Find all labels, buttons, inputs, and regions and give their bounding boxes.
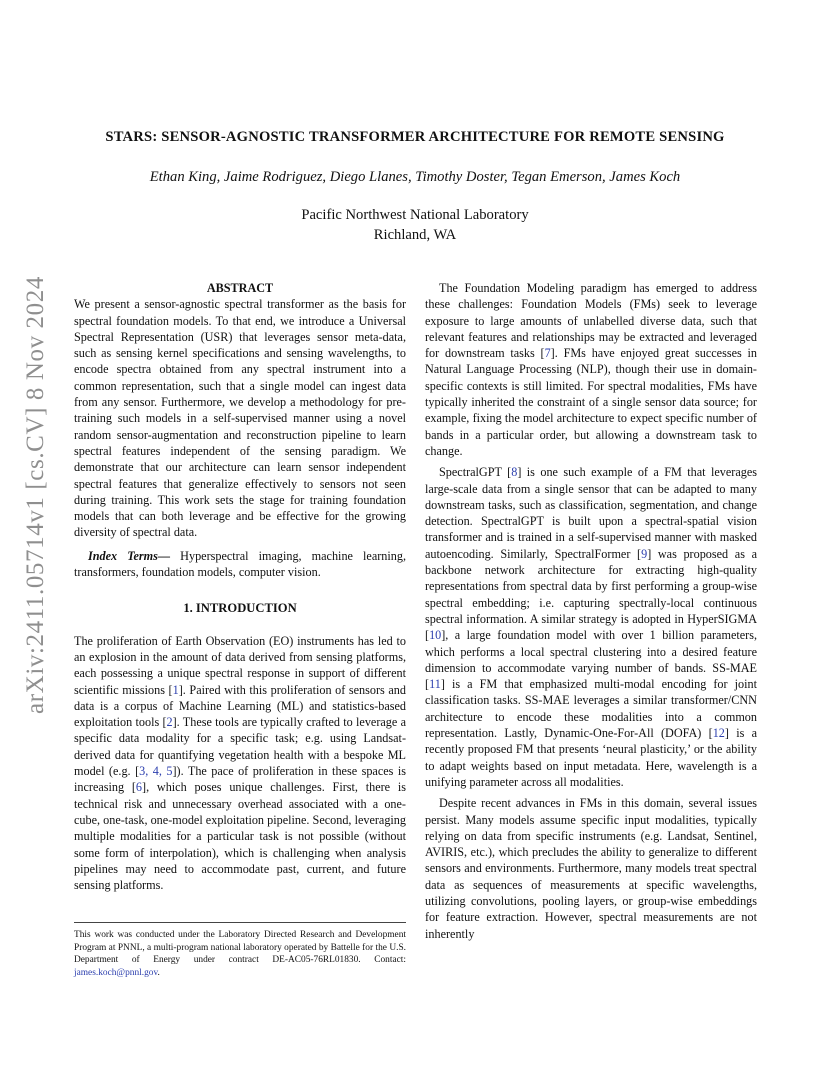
body-text-run: ] is a recently proposed FM that presents ‘neural plasticity,’ or the ability to adapt weights based on input metadata. Here, wavelength is a unifying parameter across all modalities. (425, 726, 757, 789)
intro-text-run: The proliferation of Earth Observation (EO) instruments has led to an explosion in the amount of data derived from sensing platforms, each possessing a unique spectral response in support of different scientific missions [ (74, 633, 406, 697)
affiliation-institution: Pacific Northwest National Laboratory (301, 207, 529, 223)
index-terms (74, 548, 406, 581)
body-text-run: ], a large foundation model with over 1 billion parameters, which performs a local spectral clustering into a desired feature dimension to accommodate varying number of bands. SS-MAE [ (425, 628, 757, 692)
abstract-text: We present a sensor-agnostic spectral transformer as the basis for spectral foundation models. To that end, we introduce a Universal Spectral Representation (USR) that leverages sensor meta-data, such as sensing kernel specifications and sensing wavelengths, to encode spectra obtained from any spectral instrument into a common representation, such that a single model can ingest data from any sensor. Furthermore, we develop a methodology for pre-training such models in a self-supervised manner using a novel random sensor-augmentation and reconstruction pipeline to learn spectral features independent of the sensing paradigm. We demonstrate that our architecture can learn sensor independent spectral features that generalize effectively to sensors not seen during training. This work sets the stage for training foundation models that can both leverage and be effective for the growing diversity of spectral data. (74, 297, 406, 540)
abstract-heading: ABSTRACT (206, 281, 274, 295)
footnote-end: . (157, 967, 160, 978)
citation-link[interactable]: 12 (712, 726, 725, 741)
citation-link[interactable]: 2 (166, 715, 173, 730)
contact-email-link[interactable]: james.koch@pnnl.gov (74, 967, 158, 978)
right-paragraph-3: Despite recent advances in FMs in this domain, several issues persist. Many models assume specific input modalities, typically relying on data from specific instruments (e.g. Landsat, Sentinel, AVIRIS, etc.), which precludes the ability to generalize to different sensors and environments. Furthermore, many models treat spectral data as sequences of measurements at specific wavelengths, utilizing convolutions, pooling layers, or group-wise embeddings for feature extraction. However, spectral measurements are not inherently (425, 796, 757, 941)
citation-link[interactable]: 9 (641, 546, 648, 561)
index-terms-text: Hyperspectral imaging, machine learning, transformers, foundation models, computer vision. (74, 548, 406, 580)
body-text-run: The Foundation Modeling paradigm has emerged to address these challenges: Foundation Models (FMs) seek to leverage exposure to large amounts of unlabelled diverse data, such that relevant features and relationships may be extracted and leveraged for downstream tasks [ (425, 281, 757, 361)
citation-link[interactable]: 8 (511, 465, 518, 480)
body-text-run: ] is a FM that emphasized multi-modal encoding for joint classification tasks. SS-MAE leverages a similar transformer/CNN architecture to encode these modalities into a common representation. Lastly, Dynamic-One-For-All (DOFA) [ (425, 677, 757, 741)
right-paragraph-2 (425, 464, 757, 790)
body-text-run: SpectralGPT [ (439, 465, 512, 480)
right-paragraph-1 (425, 280, 757, 459)
intro-text-run: ], which poses unique challenges. First, there is technical risk and unnecessary overhead associated with a one-cube, one-task, one-model exploitation pipeline. Second, leveraging multiple modalities for a particular task is not possible (without some form of interpolation), which is challenging when analysis pipelines may need to accommodate past, current, and future sensing platforms. (74, 780, 406, 893)
section-heading-introduction: 1. INTRODUCTION (183, 601, 297, 616)
arxiv-identifier-stamp (20, 276, 52, 714)
citation-link[interactable]: 7 (544, 346, 551, 361)
body-text-run: ] was proposed as a backbone network architecture for extracting high-quality representations from spectral data by first performing a group-wise spectral embedding; i.e. capturing spectrally-local continuous spectral information. A similar strategy is adopted in HyperSIGMA [ (425, 546, 757, 643)
citation-link[interactable]: 6 (135, 780, 143, 795)
footnote-text: This work was conducted under the Laboratory Directed Research and Development Program at PNNL, a multi-program national laboratory operated by Battelle for the U.S. Department of Energy under contract DE-AC05-76RL01830. Contact: (74, 930, 406, 966)
body-text-run: ] is one such example of a FM that leverages large-scale data from a single sensor that can be adapted to many downstream tasks, such as classification, segmentation, and change detection. SpectralGPT is built upon a spectral-spatial vision transformer and is trained in a self-supervised manner with masked autoencoding. Similarly, SpectralFormer [ (425, 465, 757, 561)
intro-paragraph (74, 633, 406, 894)
author-list: Ethan King, Jaime Rodriguez, Diego Llanes, Timothy Doster, Tegan Emerson, James Koch (149, 169, 681, 185)
citation-link[interactable]: 1 (172, 682, 179, 697)
intro-text-run: ]. Paired with this proliferation of sensors and data is a corpus of Machine Learning (ML) and statistics-based exploitation tools [ (74, 682, 406, 730)
arxiv-identifier-text: arXiv:2411.05714v1 [cs.CV] 8 Nov 2024 (22, 276, 49, 714)
intro-text-run: ]). The pace of proliferation in these spaces is increasing [ (74, 764, 406, 795)
body-text-run: ]. FMs have enjoyed great successes in Natural Language Processing (NLP), though their use in domain-specific contexts is still limited. For spectral modalities, FMs have typically inherited the constraint of a single sensor data source; for example, fixing the model architecture to expect specific number of bands in a particular order, but allowing a downstream task to change. (425, 346, 757, 458)
citation-link[interactable]: 3, 4, 5 (139, 764, 173, 779)
affiliation-location: Richland, WA (373, 227, 457, 243)
paper-title: STARS: SENSOR-AGNOSTIC TRANSFORMER ARCHITECTURE FOR REMOTE SENSING (105, 129, 725, 145)
footnote (74, 922, 406, 979)
citation-link[interactable]: 11 (429, 677, 441, 692)
index-terms-label: Index Terms— (88, 548, 171, 563)
right-column (425, 280, 757, 942)
affiliation-block (70, 205, 760, 245)
left-column (74, 280, 406, 893)
intro-text-run: ]. These tools are typically crafted to leverage a specific data modality for a specific task; e.g. using Landsat-derived data for quantifying vegetation health with a bespoke ML model (e.g. [ (74, 715, 406, 779)
citation-link[interactable]: 10 (429, 628, 442, 643)
